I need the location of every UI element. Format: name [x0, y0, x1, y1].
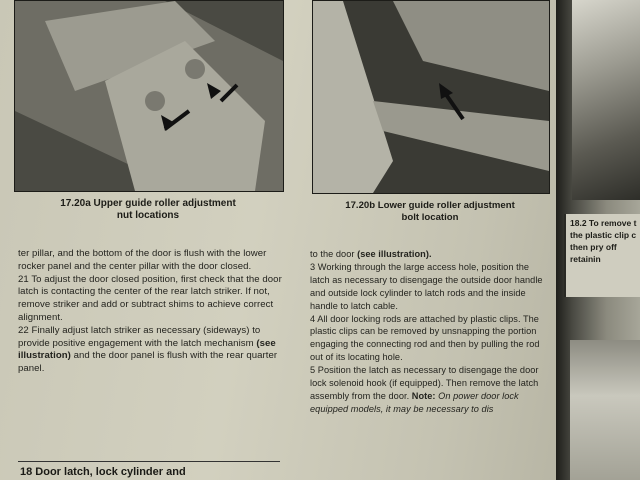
photo-caption-2-line2: bolt location — [401, 212, 459, 223]
note-label: Note: — [411, 390, 436, 401]
paragraph-5-text-a: 5 Position the latch as necessary to disengage the door lock solenoid hook (if equipped). Then remove the latch assembly from the door. — [310, 365, 539, 401]
see-illustration-ref-2: (see illustration). — [357, 249, 432, 259]
photo-caption-2 — [312, 200, 548, 224]
paragraph-22 — [18, 325, 282, 376]
section-heading: 18 Door latch, lock cylinder and — [20, 466, 186, 478]
photo-caption-1-line2: nut locations — [116, 210, 180, 221]
paragraph-4: 4 All door locking rods are attached by plastic clips. The plastic clips can be removed by unsnapping the portion engaging the connecting rod and then by pulling the rod out of its locating hole. — [310, 313, 540, 363]
photo-lower-guide-roller — [312, 0, 550, 194]
facing-page — [556, 0, 640, 480]
right-text-column — [310, 248, 546, 416]
upper-guide-roller-image — [15, 1, 283, 191]
facing-caption-line1: 18.2 To remove t — [570, 218, 637, 228]
see-illustration-ref: (see illustration) — [18, 337, 276, 362]
paragraph-3: 3 Working through the large access hole, position the latch as necessary to disengage the outside door handle and outside lock cylinder to latch rods and the inside handle to latch cable. — [310, 261, 543, 311]
facing-caption-line3: then pry off — [570, 242, 617, 252]
photo-caption-2-line1: 17.20b Lower guide roller adjustment — [345, 200, 515, 211]
left-text-column — [18, 248, 282, 376]
photo-caption-1 — [14, 198, 282, 222]
paragraph-22-text-a: 22 Finally adjust latch striker as necessary (sideways) to provide positive engagement with the latch mechanism — [18, 324, 261, 349]
paragraph-21: 21 To adjust the door closed position, first check that the door latch is contacting the center of the rear latch striker. If not, remove striker and add or subtract shims to achieve correct alignment. — [18, 273, 282, 323]
paragraph-22-text-b: and the door panel is flush with the rear quarter panel. — [18, 350, 278, 375]
facing-caption-line2: the plastic clip c — [570, 230, 637, 240]
paragraph-5 — [310, 364, 546, 416]
lower-guide-roller-image — [313, 1, 549, 193]
facing-caption-line4: retainin — [570, 254, 601, 264]
section-divider — [18, 461, 280, 462]
photo-caption-1-line1: 17.20a Upper guide roller adjustment — [60, 198, 236, 209]
facing-photo-top — [572, 0, 640, 200]
photo-upper-guide-roller — [14, 0, 284, 192]
paragraph-5-text-b: On power door lock equipped models, it may be necessary to dis — [310, 390, 519, 414]
facing-photo-caption — [564, 214, 640, 297]
paragraph-2-end-text: to the door — [310, 249, 358, 259]
facing-photo-bottom — [570, 340, 640, 480]
paragraph-2-end — [310, 248, 546, 261]
paragraph-continued: ter pillar, and the bottom of the door is flush with the lower rocker panel and the center pillar with the door closed. — [18, 248, 267, 272]
